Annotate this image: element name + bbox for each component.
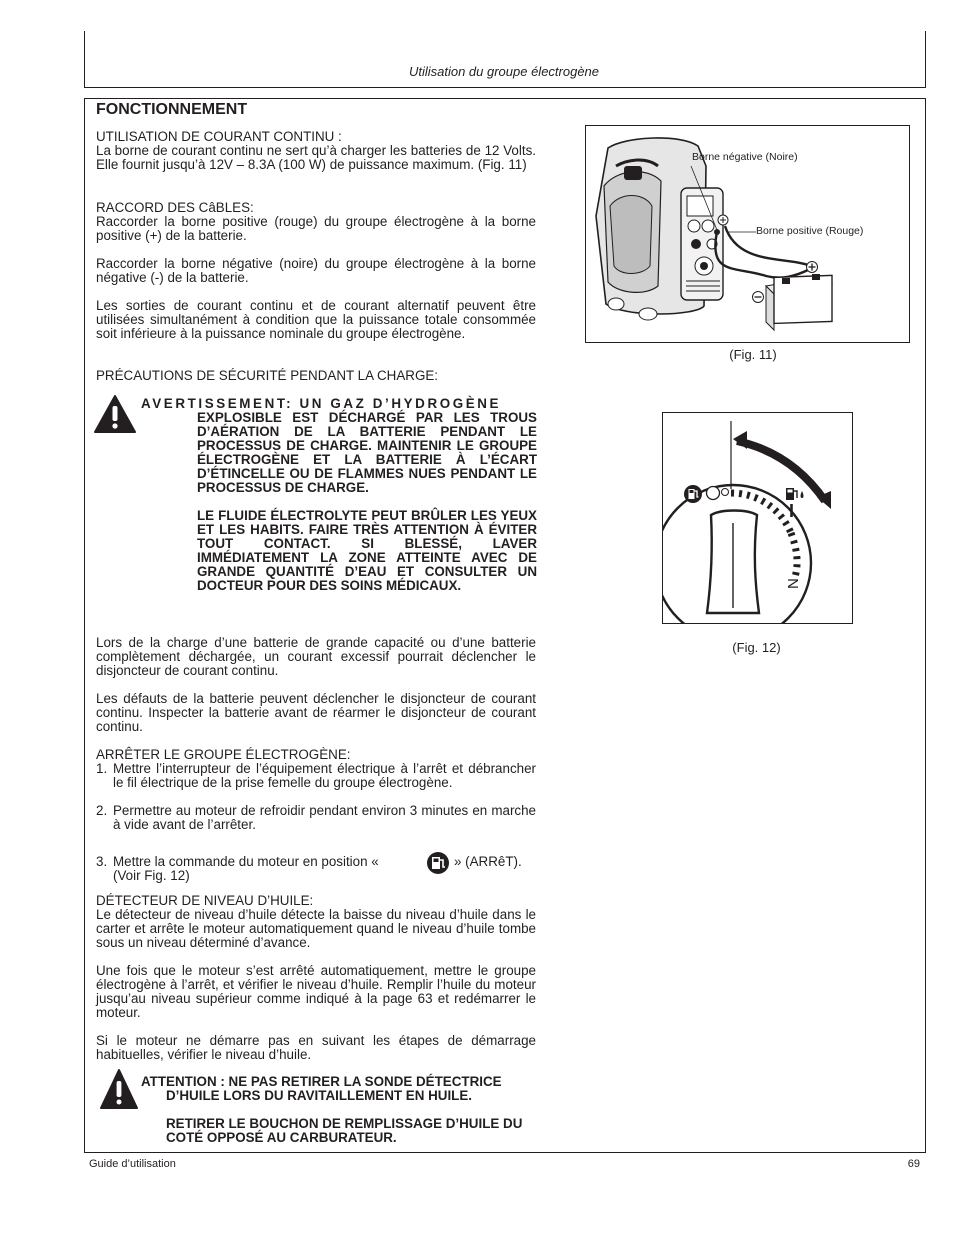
cables-p2: Raccorder la borne négative (noire) du groupe électrogène à la borne négative (-) de la batterie. [96, 256, 536, 285]
cables-p2-block [96, 257, 536, 285]
figure-12 [662, 412, 853, 624]
fuel-off-icon [683, 484, 703, 504]
header-frame [84, 31, 926, 88]
stop-step-1-number: 1. [96, 761, 108, 776]
oil-p1: Le détecteur de niveau d’huile détecte la baisse du niveau d’huile dans le carter et arrête le moteur automatiquement quand le niveau d’huile tombe sous un niveau déterminé d’avance. [96, 907, 536, 950]
label-positive-terminal: Borne positive (Rouge) [756, 225, 864, 237]
warning1-p2: LE FLUIDE ÉLECTROLYTE PEUT BRÛLER LES YEUX ET LES HABITS. FAIRE TRÈS ATTENTION À ÉVITER TOUT CONTACT. SI BLESSÉ, LAVER IMMÉDIATEMENT LA ZONE ATTEINTE AVEC DE GRANDE QUANTITÉ D’EAU ET CONSULTER UN DOCTEUR POUR DES SOINS MÉDICAUX. [197, 508, 537, 593]
stop-step-1 [96, 762, 536, 790]
breaker-p2-block [96, 692, 536, 734]
stop-step-2-text: Permettre au moteur de refroidir pendant environ 3 minutes en marche à vide avant de l’arrêter. [113, 803, 536, 832]
breaker-p1: Lors de la charge d’une batterie de grande capacité ou d’une batterie complètement déchargée, un courant excessif pourrait déclencher le disjoncteur de courant continu. [96, 635, 536, 678]
warning2-line2: D’HUILE LORS DU RAVITAILLEMENT EN HUILE. [166, 1088, 472, 1103]
warning-triangle-icon [99, 1068, 139, 1110]
fuel-off-icon [424, 851, 452, 875]
stop-step-1-text: Mettre l’interrupteur de l’équipement électrique à l’arrêt et débrancher le fil électrique de la prise femelle du groupe électrogène. [113, 761, 536, 790]
warning1-body [197, 411, 537, 593]
stop-step-2 [96, 804, 536, 832]
figure-11 [585, 125, 910, 343]
page-number: 69 [907, 1158, 920, 1170]
stop-step-3-ref: (Voir Fig. 12) [113, 868, 190, 883]
oil-section [96, 894, 536, 950]
oil-p3: Si le moteur ne démarre pas en suivant les étapes de démarrage habituelles, vérifier le niveau d’huile. [96, 1033, 536, 1062]
stop-heading: ARRÊTER LE GROUPE ÉLECTROGÈNE: [96, 747, 351, 762]
fig11-caption: (Fig. 11) [729, 347, 777, 362]
cables-p1: Raccorder la borne positive (rouge) du groupe électrogène à la borne positive (+) de la batterie. [96, 214, 536, 243]
label-negative-terminal: Borne négative (Noire) [692, 151, 798, 163]
oil-p3-block [96, 1034, 536, 1062]
warning2-line1: ATTENTION : NE PAS RETIRER LA SONDE DÉTECTRICE [141, 1074, 502, 1089]
stop-section [96, 748, 536, 832]
label-choke-position: N [783, 578, 801, 589]
charge-heading-block [96, 369, 536, 383]
stop-step-3-number: 3. [96, 854, 108, 869]
warning2-p2: RETIRER LE BOUCHON DE REMPLISSAGE D’HUILE DU COTÉ OPPOSÉ AU CARBURATEUR. [166, 1116, 523, 1145]
fig12-caption: (Fig. 12) [732, 640, 781, 655]
footer-title: Guide d’utilisation [89, 1158, 176, 1170]
breaker-p2: Les défauts de la batterie peuvent déclencher le disjoncteur de courant continu. Inspecter la batterie avant de réarmer le disjoncteur de courant continu. [96, 691, 536, 734]
cables-p3: Les sorties de courant continu et de courant alternatif peuvent être utilisées simultanément à condition que la puissance totale consommée soit inférieure à la puissance nominale du groupe électrogène. [96, 298, 536, 341]
dc-heading: UTILISATION DE COURANT CONTINU : [96, 129, 342, 144]
cables-section [96, 201, 536, 243]
dc-body: La borne de courant continu ne sert qu’à charger les batteries de 12 Volts. Elle fournit jusqu’à 12V – 8.3A (100 W) de puissance maximum. (Fig. 11) [96, 143, 536, 172]
oil-p2: Une fois que le moteur s’est arrêté automatiquement, mettre le groupe électrogène à l’arrêt, et vérifier le niveau d’huile. Remplir l’huile du moteur jusqu’au niveau supérieur comme indiqué à la page 63 et redémarrer le moteur. [96, 963, 536, 1020]
section-title: FONCTIONNEMENT [96, 101, 248, 118]
warning1-lead: AVERTISSEMENT: UN GAZ D’HYDROGÈNE [141, 396, 502, 411]
breaker-p1-block [96, 636, 536, 678]
warning1-p1: EXPLOSIBLE EST DÉCHARGÉ PAR LES TROUS D’AÉRATION DE LA BATTERIE PENDANT LE PROCESSUS DE CHARGE. MAINTENIR LE GROUPE ÉLECTROGÈNE ET LA BATTERIE À L’ÉCART D’ÉTINCELLE OU DE FLAMMES NUES PENDANT LE PROCESSUS DE CHARGE. [197, 410, 537, 495]
oil-p2-block [96, 964, 536, 1020]
engine-switch-illustration [663, 413, 852, 623]
stop-step-3-pre: Mettre la commande du moteur en position « [113, 854, 379, 869]
fuel-on-icon [785, 486, 807, 502]
stop-step-2-number: 2. [96, 803, 108, 818]
dc-section [96, 130, 536, 172]
label-on-position: I [789, 501, 795, 521]
header-title: Utilisation du groupe électrogène [408, 64, 600, 79]
cables-p3-block [96, 299, 536, 341]
oil-heading: DÉTECTEUR DE NIVEAU D’HUILE: [96, 893, 314, 908]
stop-step-3-post: » (ARRêT). [454, 854, 522, 869]
charge-heading: PRÉCAUTIONS DE SÉCURITÉ PENDANT LA CHARGE: [96, 368, 439, 383]
cables-heading: RACCORD DES CâBLES: [96, 200, 254, 215]
warning-triangle-icon [93, 394, 137, 434]
